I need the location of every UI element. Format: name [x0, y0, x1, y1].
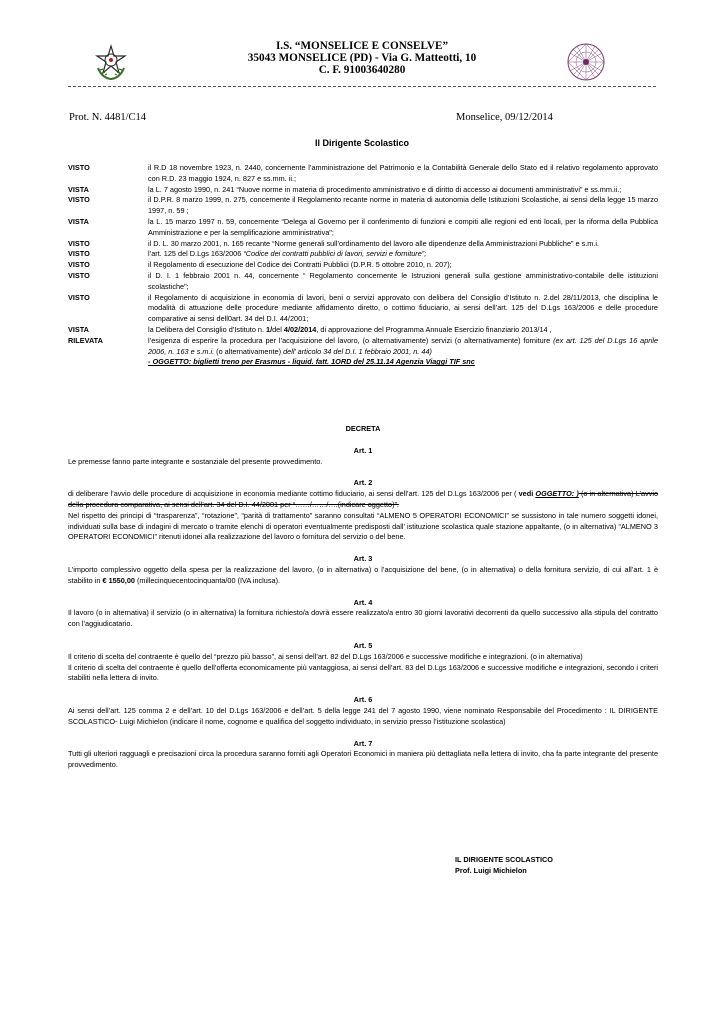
premise-row	[68, 336, 658, 358]
premise-text: il R.D 18 novembre 1923, n. 2440, concernente l’amministrazione del Patrimonio e la Contabilità Generale dello Stato ed il relativo regolamento approvato con R.D. 23 maggio 1924, n. 827 e ss.mm. ii.;	[148, 163, 658, 183]
premise-key-empty	[68, 357, 148, 368]
premises-list	[68, 163, 658, 368]
spacer	[68, 435, 658, 446]
article-4-text: Il lavoro (o in alternativa) il servizio (o in alternativa) la fornitura richiesto/a dovrà essere realizzato/a entro 30 giorni lavorativi decorrenti da quello successivo alla stipula del contratto con l’aggiudicatario.	[68, 608, 658, 629]
oggetto-row	[68, 357, 658, 368]
header-school-name: I.S. “MONSELICE E CONSELVE”	[275, 40, 449, 52]
decreta-heading: DECRETA	[345, 424, 381, 433]
signature-role: IL DIRIGENTE SCOLASTICO	[455, 855, 553, 864]
article-6-text: Ai sensi dell’art. 125 comma 2 e dell’art. 10 del D.Lgs 163/2006 e dell’art. 5 della legge 241 del 7 agosto 1990, viene nominato Responsabile del Procedimento : IL DIRIGENTE SCOLASTICO- Luigi Michielon (indicare il nome, cognome e qualifica del soggetto individuato, in servizio presso l’istituzione scolastica)	[68, 705, 658, 726]
premise-text-plain: del	[272, 324, 284, 334]
article-1-text: Le premesse fanno parte integrante e sostanziale del presente provvedimento.	[68, 456, 323, 466]
premise-row	[68, 217, 658, 239]
premise-key: VISTA	[68, 216, 89, 226]
article-2-struck-text: (o in alternativa) L’avvio della procedura comparativa, ai sensi dell’art. 34 del D.I. 44/2001 per “……/……/….(indicare oggetto)”.	[68, 489, 659, 509]
article-7-title: Art. 7	[353, 738, 373, 748]
article-3-title: Art. 3	[353, 554, 373, 564]
article-2-title: Art. 2	[353, 478, 373, 488]
premise-key: VISTO	[68, 238, 90, 248]
premise-row	[68, 260, 658, 271]
spacer	[68, 543, 658, 554]
premise-key: VISTO	[68, 249, 90, 259]
premise-text-italic: dell’ articolo 34 del D.I. 1 febbraio 2001, n. 44)	[283, 346, 432, 356]
premise-key: VISTO	[68, 260, 90, 270]
premise-key: VISTO	[68, 163, 90, 172]
premise-text: la L. 15 marzo 1997 n. 59, concernente “Delega al Governo per il conferimento di funzioni e compiti alle regioni ed enti locali, per la riforma della Pubblica Amministrazione e per la semplificazione amministrativa";	[148, 216, 658, 237]
header-divider	[68, 86, 656, 87]
premise-text	[148, 249, 658, 260]
premise-text: il Regolamento di acquisizione in economia di lavori, beni o servizi approvato con delibera del Consiglio d’Istituto n. 2.del 28/11/2013, che disciplina le modalità di attuazione delle procedure mediante affidamento diretto, o cottimo fiduciario, ai sensi dell’art. 125 del D.Lgs 163/2006 e delle procedure comparative ai sensi dell0art. 34 del D.I. 44/2001;	[148, 292, 658, 324]
article-3-amount: € 1550,00	[102, 575, 135, 585]
premise-row	[68, 195, 658, 217]
article-5-paragraph-1: Il criterio di scelta del contraente è quello del “prezzo più basso”, ai sensi dell’art. 82 del D.Lgs 163/2006 e successive modifiche e integrazioni. (o in alternativa)	[68, 651, 583, 661]
header-address: 35043 MONSELICE (PD) - Via G. Matteotti, 10	[247, 52, 477, 64]
article-3-text-post: (millecinquecentocinquanta/00 (IVA inclusa).	[134, 575, 281, 585]
oggetto-text: - OGGETTO: biglietti treno per Erasmus - liquid. fatt. 1ORD del 25.11.14 Agenzia Viaggi TIF snc	[148, 357, 475, 367]
delibera-date: 4/02/2014	[283, 324, 317, 334]
premise-text-italic: “Codice dei contratti pubblici di lavori, servizi e forniture”;	[243, 249, 427, 259]
premise-text: la L. 7 agosto 1990, n. 241 “Nuove norme in materia di procedimento amministrativo e di diritto di accesso ai documenti amministrativi” e ss.mm.ii.;	[148, 184, 622, 194]
premise-text: il Regolamento di esecuzione del Codice dei Contratti Pubblici (D.P.R. 5 ottobre 2010, n. 207);	[148, 260, 452, 270]
premise-row	[68, 271, 658, 293]
premise-text-plain: , di approvazione del Programma Annuale Esercizio finanziario 2013/14 ,	[316, 324, 552, 334]
spacer	[68, 684, 658, 695]
premise-text-plain: l’esigenza di esperire la procedura per l’acquisizione del lavoro, (o alternativamente) servizi (o alternativamente) forniture	[148, 335, 554, 345]
premise-row	[68, 325, 658, 336]
premise-text: il D. I. 1 febbraio 2001 n. 44, concernente “ Regolamento concernente le Istruzioni generali sulla gestione amministrativo-contabile delle istituzioni scolastiche";	[148, 270, 658, 291]
premise-text	[148, 336, 658, 358]
premise-text: il D. L. 30 marzo 2001, n. 165 recante “Norme generali sull’ordinamento del lavoro alle dipendenze della Amministrazioni Pubbliche” e s.m.i.	[148, 238, 600, 248]
premise-text-plain: l’art. 125 del D.Lgs 163/2006	[148, 249, 244, 259]
spacer	[68, 587, 658, 598]
premise-row	[68, 293, 658, 325]
oggetto-line	[148, 357, 658, 368]
header-fiscal-code: C. F. 91003640280	[318, 64, 406, 76]
spacer	[68, 728, 658, 739]
article-6-title: Art. 6	[353, 695, 373, 705]
premise-row	[68, 249, 658, 260]
premise-row	[68, 239, 658, 250]
premise-text-plain: la Delibera del Consiglio d’Istituto n.	[148, 324, 267, 334]
spacer	[68, 467, 658, 478]
article-3-text	[68, 565, 658, 587]
article-2-vedi: vedi	[518, 489, 534, 499]
premise-row	[68, 163, 658, 185]
premise-key: VISTA	[68, 324, 89, 334]
premise-key: VISTO	[68, 292, 90, 302]
premise-key: VISTO	[68, 270, 90, 280]
article-2-text: di deliberare l’avvio delle procedure di acquisizione in economia mediante cottimo fiduciario, ai sensi dell’art. 125 del D.Lgs 163/2006 per (	[68, 489, 519, 499]
article-5-title: Art. 5	[353, 640, 373, 650]
signature-block	[455, 855, 553, 877]
premise-key: VISTO	[68, 195, 90, 205]
article-4-title: Art. 4	[353, 597, 373, 607]
decree-body	[68, 424, 658, 771]
article-2-oggetto: OGGETTO: )	[535, 489, 579, 499]
premise-text-plain: (o alternativamente)	[214, 346, 284, 356]
article-1-title: Art. 1	[353, 445, 373, 455]
article-5-paragraph-2: Il criterio di scelta del contraente è quello dell’offerta economicamente più vantaggiosa, ai sensi dell’art. 83 del D.Lgs 163/2006 e successive modifiche e integrazioni, secondo i criteri stabiliti nella lettera di invito.	[68, 662, 658, 683]
article-2-paragraph-1	[68, 489, 658, 511]
article-3-text-pre: L’importo complessivo oggetto della spesa per la realizzazione del lavoro, (o in alternativa) o l’acquisizione del bene, (o in alternativa) o della fornitura servizio, di cui all’art. 1 è stabilito in	[68, 564, 658, 585]
premise-key: RILEVATA	[68, 335, 103, 345]
article-7-text: Tutti gli ulteriori ragguagli e precisazioni circa la procedura saranno forniti agli Operatori Economici in maniera più dettagliata nella lettera di invito, cha fa parte integrante del presente provvedimento.	[68, 749, 658, 770]
document-title: Il Dirigente Scolastico	[314, 138, 410, 148]
premise-row	[68, 185, 658, 196]
article-2-paragraph-2: Nel rispetto dei principi di “trasparenza”, “rotazione”, “parità di trattamento” saranno consultati “ALMENO 5 OPERATORI ECONOMICI” se sussistono in tale numero soggetti idonei, individuati sulla base di indagini di mercato o tramite elenchi di operatori eventualmente predisposti dall’ istituzione scolastica quale stazione appaltante, (o in alternativa) “ALMENO 3 OPERATORI ECONOMICI” ritenuti idonei alla realizzazione del lavoro o fornitura del servizio o del bene.	[68, 510, 658, 542]
delibera-number: 1/	[266, 324, 273, 334]
place-date: Monselice, 09/12/2014	[456, 112, 553, 123]
premise-text-italic: (ex art. 125 del D.Lgs 16 aprile 2006, n. 163 e s.m.i.	[148, 335, 659, 356]
signature-name: Prof. Luigi Michielon	[455, 865, 527, 875]
school-header	[0, 40, 724, 76]
premise-text: il D.P.R. 8 marzo 1999, n. 275, concernente il Regolamento recante norme in materia di autonomia delle Istituzioni Scolastiche, ai sensi della legge 15 marzo 1997, n. 59 ;	[148, 195, 658, 216]
protocol-number: Prot. N. 4481/C14	[69, 112, 147, 123]
premise-key: VISTA	[68, 184, 89, 194]
spacer	[68, 630, 658, 641]
premise-text	[148, 325, 658, 336]
